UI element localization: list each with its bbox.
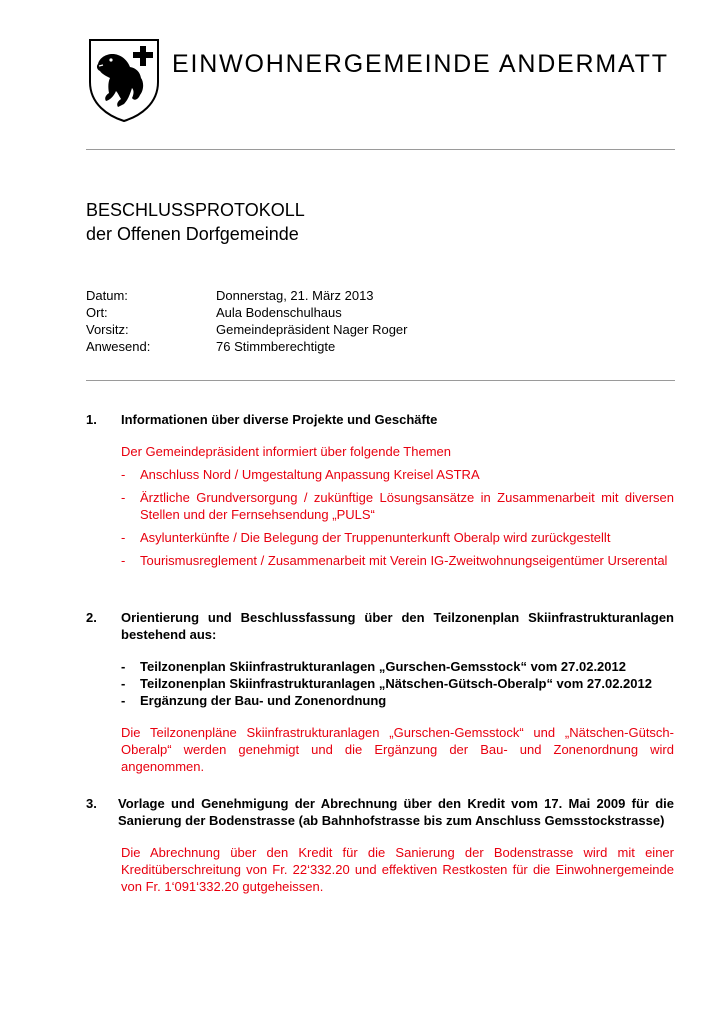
- agenda-item-title: Orientierung und Beschlussfassung über den Teilzonenplan Skiinfrastrukturanlagen bestehend aus:: [121, 610, 674, 642]
- meta-value: Aula Bodenschulhaus: [216, 305, 342, 320]
- bullet-dash: -: [121, 676, 126, 691]
- decision-text: Die Abrechnung über den Kredit für die Sanierung der Bodenstrasse wird mit einer Kreditüberschreitung von Fr. 22‘332.20 und effektiven Restkosten für die Einwohnergemeinde von Fr. 1‘091‘332.20 gutgeheissen.: [121, 845, 674, 894]
- list-item-text: Teilzonenplan Skiinfrastrukturanlagen „Gurschen-Gemsstock“ vom 27.02.2012: [140, 659, 626, 674]
- list-item-text: Anschluss Nord / Umgestaltung Anpassung Kreisel ASTRA: [140, 467, 480, 482]
- agenda-item-2: [86, 609, 674, 775]
- agenda-item-number: 2.: [86, 610, 97, 625]
- list-item: [121, 529, 674, 546]
- decision-list: [86, 658, 674, 709]
- list-item: [121, 552, 674, 569]
- meta-row-attendance: [86, 338, 408, 355]
- list-item: [121, 692, 674, 709]
- agenda-item-3: [86, 795, 674, 895]
- meta-label: Ort:: [86, 305, 108, 320]
- list-item: [121, 658, 674, 675]
- org-name: EINWOHNERGEMEINDE ANDERMATT: [172, 50, 669, 78]
- agenda-item-heading: [86, 795, 674, 829]
- agenda-item-heading: [86, 609, 674, 643]
- list-item-text: Asylunterkünfte / Die Belegung der Truppenunterkunft Oberalp wird zurückgestellt: [140, 530, 611, 545]
- bullet-dash: -: [121, 530, 126, 545]
- meeting-details: [86, 287, 408, 355]
- meta-label: Anwesend:: [86, 339, 151, 354]
- meta-value: Gemeindepräsident Nager Roger: [216, 322, 408, 337]
- list-item: [121, 675, 674, 692]
- agenda-item-number: 1.: [86, 412, 97, 427]
- bear-crest-icon: [88, 38, 160, 122]
- header-divider: [86, 149, 675, 150]
- meta-value: Donnerstag, 21. März 2013: [216, 288, 374, 303]
- agenda-item-number: 3.: [86, 796, 97, 811]
- bullet-dash: -: [121, 467, 126, 482]
- bullet-dash: -: [121, 693, 126, 708]
- document-title: [86, 198, 305, 246]
- meta-row-chair: [86, 321, 408, 338]
- meta-label: Vorsitz:: [86, 322, 129, 337]
- list-item-text: Ärztliche Grundversorgung / zukünftige Lösungsansätze in Zusammenarbeit mit diversen Stellen und der Fernsehsendung „PULS“: [140, 490, 674, 522]
- document-title-line1: BESCHLUSSPROTOKOLL: [86, 200, 305, 220]
- meta-value: 76 Stimmberechtigte: [216, 339, 336, 354]
- list-item: [121, 466, 674, 483]
- meta-divider: [86, 380, 675, 381]
- list-item-text: Ergänzung der Bau- und Zonenordnung: [140, 693, 387, 708]
- agenda-item-heading: [86, 411, 674, 428]
- list-item: [121, 489, 674, 523]
- meta-label: Datum:: [86, 288, 128, 303]
- agenda-item-intro: Der Gemeindepräsident informiert über folgende Themen: [121, 444, 451, 459]
- agenda-item-title: Vorlage und Genehmigung der Abrechnung über den Kredit vom 17. Mai 2009 für die Sanierung der Bodenstrasse (ab Bahnhofstrasse bis zum Anschluss Gemsstockstrasse): [118, 796, 674, 828]
- bullet-dash: -: [121, 553, 126, 568]
- agenda-item-title: Informationen über diverse Projekte und Geschäfte: [121, 412, 438, 427]
- list-item-text: Teilzonenplan Skiinfrastrukturanlagen „Nätschen-Gütsch-Oberalp“ vom 27.02.2012: [140, 676, 652, 691]
- decision-text: Die Teilzonenpläne Skiinfrastrukturanlagen „Gurschen-Gemsstock“ und „Nätschen-Gütsch-Oberalp“ werden genehmigt und die Ergänzung der Bau- und Zonenordnung wird angenommen.: [121, 725, 674, 774]
- document-title-line2: der Offenen Dorfgemeinde: [86, 224, 299, 244]
- bullet-dash: -: [121, 490, 126, 505]
- bullet-dash: -: [121, 659, 126, 674]
- agenda-item-1: [86, 411, 674, 569]
- list-item-text: Tourismusreglement / Zusammenarbeit mit Verein IG-Zweitwohnungseigentümer Urserental: [140, 553, 668, 568]
- meta-row-date: [86, 287, 408, 304]
- meta-row-location: [86, 304, 408, 321]
